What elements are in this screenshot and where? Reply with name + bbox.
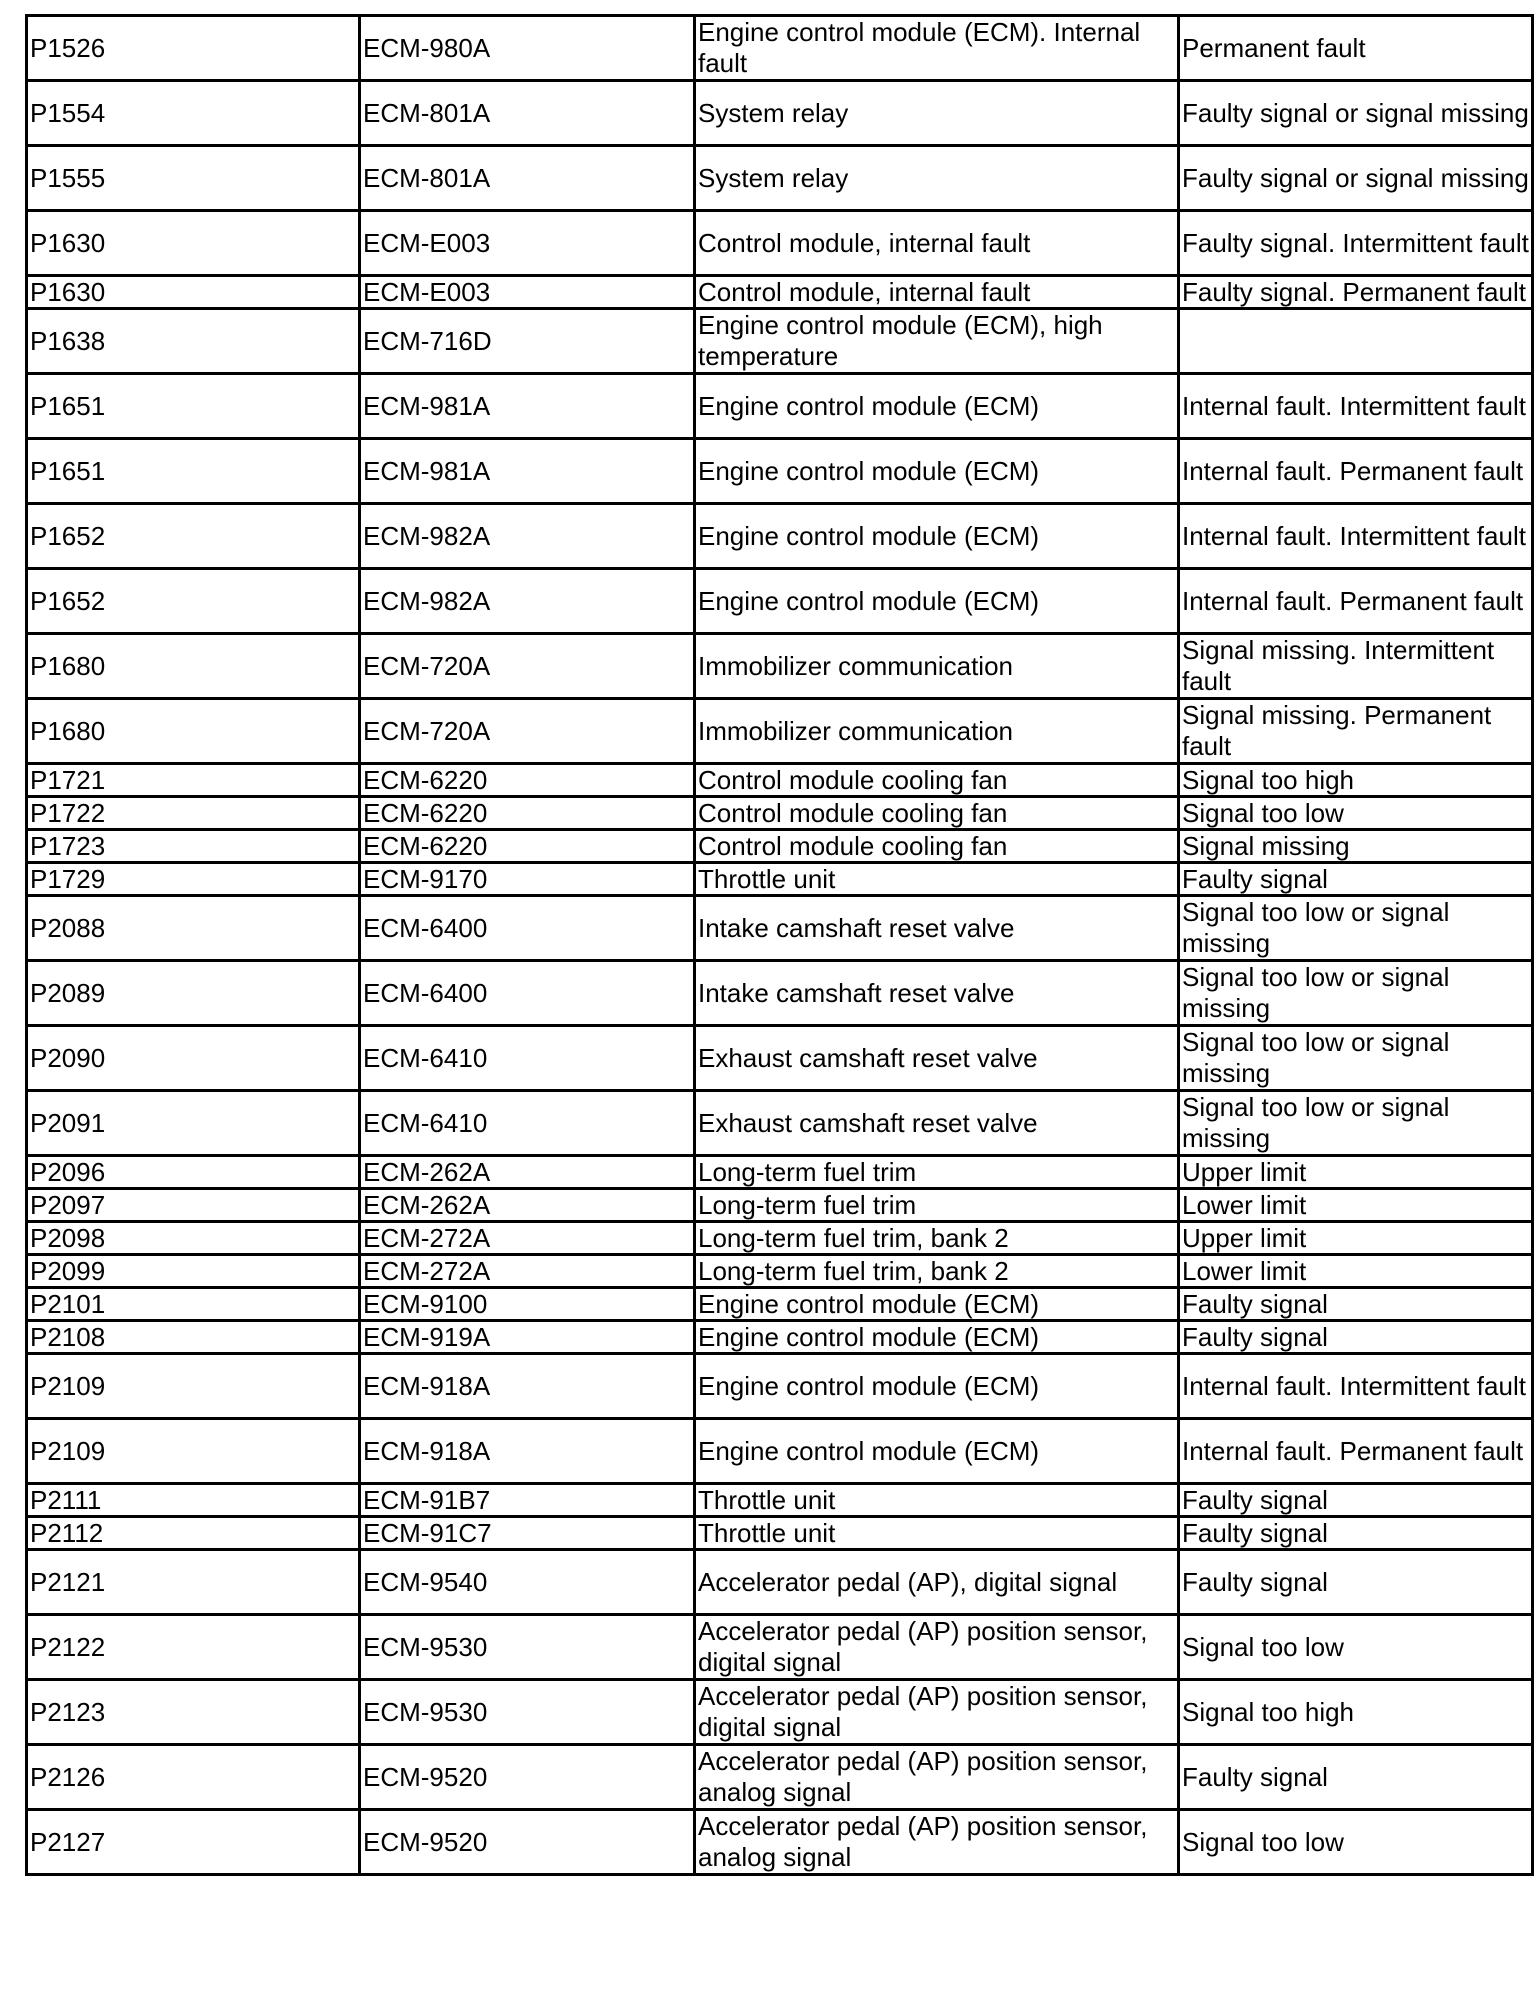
table-row	[27, 1091, 1533, 1156]
table-row	[27, 1288, 1533, 1321]
table-row	[27, 1810, 1533, 1875]
fault-type-cell: Signal too low	[1179, 797, 1533, 830]
table-row	[27, 81, 1533, 146]
table-row	[27, 1615, 1533, 1680]
component-cell: Control module cooling fan	[695, 764, 1179, 797]
fault-type-cell: Signal too high	[1179, 1680, 1533, 1745]
dtc-code-cell: P1721	[27, 764, 360, 797]
ecm-code-cell: ECM-801A	[360, 146, 695, 211]
component-cell: Engine control module (ECM)	[695, 1419, 1179, 1484]
fault-type-cell: Faulty signal	[1179, 1550, 1533, 1615]
table-row	[27, 16, 1533, 81]
fault-type-cell: Signal too high	[1179, 764, 1533, 797]
fault-type-cell: Signal missing. Intermittent fault	[1179, 634, 1533, 699]
table-row	[27, 1255, 1533, 1288]
table-row	[27, 439, 1533, 504]
table-row	[27, 764, 1533, 797]
ecm-code-cell: ECM-9520	[360, 1810, 695, 1875]
component-cell: Control module, internal fault	[695, 276, 1179, 309]
ecm-code-cell: ECM-9520	[360, 1745, 695, 1810]
component-cell: Throttle unit	[695, 863, 1179, 896]
dtc-code-cell: P2122	[27, 1615, 360, 1680]
component-cell: Immobilizer communication	[695, 634, 1179, 699]
fault-type-cell: Lower limit	[1179, 1189, 1533, 1222]
component-cell: Long-term fuel trim, bank 2	[695, 1255, 1179, 1288]
dtc-code-cell: P1652	[27, 504, 360, 569]
dtc-code-cell: P2090	[27, 1026, 360, 1091]
table-row	[27, 276, 1533, 309]
table-row	[27, 1354, 1533, 1419]
ecm-code-cell: ECM-262A	[360, 1189, 695, 1222]
component-cell: Immobilizer communication	[695, 699, 1179, 764]
component-cell: Engine control module (ECM), high temperature	[695, 309, 1179, 374]
fault-type-cell: Faulty signal	[1179, 863, 1533, 896]
dtc-code-cell: P2089	[27, 961, 360, 1026]
fault-type-cell: Faulty signal. Permanent fault	[1179, 276, 1533, 309]
component-cell: Accelerator pedal (AP) position sensor, analog signal	[695, 1745, 1179, 1810]
ecm-code-cell: ECM-6410	[360, 1026, 695, 1091]
dtc-code-cell: P1630	[27, 276, 360, 309]
ecm-code-cell: ECM-6400	[360, 961, 695, 1026]
table-row	[27, 1745, 1533, 1810]
ecm-code-cell: ECM-9530	[360, 1615, 695, 1680]
dtc-code-cell: P2096	[27, 1156, 360, 1189]
fault-type-cell	[1179, 309, 1533, 374]
dtc-table	[25, 14, 1534, 1876]
dtc-code-cell: P1652	[27, 569, 360, 634]
dtc-code-cell: P2121	[27, 1550, 360, 1615]
table-row	[27, 146, 1533, 211]
ecm-code-cell: ECM-982A	[360, 569, 695, 634]
table-row	[27, 309, 1533, 374]
ecm-code-cell: ECM-918A	[360, 1354, 695, 1419]
dtc-table-body	[27, 16, 1533, 1875]
ecm-code-cell: ECM-272A	[360, 1255, 695, 1288]
dtc-code-cell: P2099	[27, 1255, 360, 1288]
component-cell: Accelerator pedal (AP), digital signal	[695, 1550, 1179, 1615]
component-cell: Engine control module (ECM)	[695, 569, 1179, 634]
fault-type-cell: Permanent fault	[1179, 16, 1533, 81]
component-cell: Engine control module (ECM). Internal fault	[695, 16, 1179, 81]
ecm-code-cell: ECM-919A	[360, 1321, 695, 1354]
ecm-code-cell: ECM-262A	[360, 1156, 695, 1189]
fault-type-cell: Internal fault. Intermittent fault	[1179, 504, 1533, 569]
table-row	[27, 1189, 1533, 1222]
component-cell: Accelerator pedal (AP) position sensor, digital signal	[695, 1615, 1179, 1680]
dtc-code-cell: P2109	[27, 1354, 360, 1419]
dtc-code-cell: P1526	[27, 16, 360, 81]
ecm-code-cell: ECM-980A	[360, 16, 695, 81]
table-row	[27, 634, 1533, 699]
component-cell: Long-term fuel trim, bank 2	[695, 1222, 1179, 1255]
ecm-code-cell: ECM-E003	[360, 211, 695, 276]
fault-type-cell: Signal too low or signal missing	[1179, 1091, 1533, 1156]
component-cell: Intake camshaft reset valve	[695, 896, 1179, 961]
ecm-code-cell: ECM-6220	[360, 764, 695, 797]
ecm-code-cell: ECM-9170	[360, 863, 695, 896]
dtc-code-cell: P1723	[27, 830, 360, 863]
dtc-code-cell: P1722	[27, 797, 360, 830]
ecm-code-cell: ECM-720A	[360, 699, 695, 764]
table-row	[27, 1222, 1533, 1255]
fault-type-cell: Faulty signal	[1179, 1288, 1533, 1321]
table-row	[27, 961, 1533, 1026]
fault-type-cell: Faulty signal or signal missing	[1179, 146, 1533, 211]
table-row	[27, 1680, 1533, 1745]
ecm-code-cell: ECM-6410	[360, 1091, 695, 1156]
ecm-code-cell: ECM-9540	[360, 1550, 695, 1615]
component-cell: System relay	[695, 81, 1179, 146]
dtc-code-cell: P2088	[27, 896, 360, 961]
ecm-code-cell: ECM-981A	[360, 374, 695, 439]
fault-type-cell: Signal too low or signal missing	[1179, 961, 1533, 1026]
component-cell: Accelerator pedal (AP) position sensor, analog signal	[695, 1810, 1179, 1875]
ecm-code-cell: ECM-720A	[360, 634, 695, 699]
dtc-code-cell: P2097	[27, 1189, 360, 1222]
fault-type-cell: Signal too low	[1179, 1810, 1533, 1875]
dtc-code-cell: P2112	[27, 1517, 360, 1550]
dtc-code-cell: P1651	[27, 374, 360, 439]
fault-type-cell: Lower limit	[1179, 1255, 1533, 1288]
table-row	[27, 1517, 1533, 1550]
dtc-code-cell: P2123	[27, 1680, 360, 1745]
dtc-code-cell: P2109	[27, 1419, 360, 1484]
dtc-code-cell: P1651	[27, 439, 360, 504]
table-row	[27, 211, 1533, 276]
component-cell: Exhaust camshaft reset valve	[695, 1091, 1179, 1156]
fault-type-cell: Signal too low or signal missing	[1179, 1026, 1533, 1091]
dtc-code-cell: P2126	[27, 1745, 360, 1810]
ecm-code-cell: ECM-272A	[360, 1222, 695, 1255]
ecm-code-cell: ECM-6400	[360, 896, 695, 961]
dtc-code-cell: P2127	[27, 1810, 360, 1875]
fault-type-cell: Internal fault. Permanent fault	[1179, 439, 1533, 504]
ecm-code-cell: ECM-6220	[360, 797, 695, 830]
table-row	[27, 1419, 1533, 1484]
fault-type-cell: Faulty signal	[1179, 1321, 1533, 1354]
table-row	[27, 896, 1533, 961]
dtc-code-cell: P1638	[27, 309, 360, 374]
fault-type-cell: Upper limit	[1179, 1222, 1533, 1255]
fault-type-cell: Faulty signal	[1179, 1484, 1533, 1517]
component-cell: Engine control module (ECM)	[695, 1288, 1179, 1321]
fault-type-cell: Internal fault. Intermittent fault	[1179, 1354, 1533, 1419]
component-cell: Long-term fuel trim	[695, 1156, 1179, 1189]
table-row	[27, 1484, 1533, 1517]
fault-type-cell: Signal missing. Permanent fault	[1179, 699, 1533, 764]
fault-type-cell: Faulty signal or signal missing	[1179, 81, 1533, 146]
fault-type-cell: Internal fault. Permanent fault	[1179, 1419, 1533, 1484]
fault-type-cell: Faulty signal. Intermittent fault	[1179, 211, 1533, 276]
ecm-code-cell: ECM-918A	[360, 1419, 695, 1484]
component-cell: Control module cooling fan	[695, 797, 1179, 830]
dtc-code-cell: P1680	[27, 634, 360, 699]
table-row	[27, 569, 1533, 634]
table-row	[27, 863, 1533, 896]
dtc-code-cell: P2101	[27, 1288, 360, 1321]
table-row	[27, 1026, 1533, 1091]
component-cell: Intake camshaft reset valve	[695, 961, 1179, 1026]
component-cell: Engine control module (ECM)	[695, 1354, 1179, 1419]
component-cell: Engine control module (ECM)	[695, 439, 1179, 504]
fault-type-cell: Internal fault. Permanent fault	[1179, 569, 1533, 634]
component-cell: Exhaust camshaft reset valve	[695, 1026, 1179, 1091]
ecm-code-cell: ECM-801A	[360, 81, 695, 146]
component-cell: Control module cooling fan	[695, 830, 1179, 863]
dtc-code-cell: P2111	[27, 1484, 360, 1517]
dtc-code-cell: P1555	[27, 146, 360, 211]
table-row	[27, 1156, 1533, 1189]
fault-type-cell: Signal too low or signal missing	[1179, 896, 1533, 961]
table-row	[27, 830, 1533, 863]
component-cell: Throttle unit	[695, 1484, 1179, 1517]
component-cell: Accelerator pedal (AP) position sensor, digital signal	[695, 1680, 1179, 1745]
ecm-code-cell: ECM-981A	[360, 439, 695, 504]
component-cell: Long-term fuel trim	[695, 1189, 1179, 1222]
table-row	[27, 374, 1533, 439]
dtc-code-cell: P2098	[27, 1222, 360, 1255]
component-cell: Throttle unit	[695, 1517, 1179, 1550]
fault-type-cell: Signal too low	[1179, 1615, 1533, 1680]
table-row	[27, 504, 1533, 569]
component-cell: Engine control module (ECM)	[695, 504, 1179, 569]
component-cell: System relay	[695, 146, 1179, 211]
ecm-code-cell: ECM-982A	[360, 504, 695, 569]
dtc-code-cell: P1680	[27, 699, 360, 764]
fault-type-cell: Internal fault. Intermittent fault	[1179, 374, 1533, 439]
ecm-code-cell: ECM-716D	[360, 309, 695, 374]
table-row	[27, 699, 1533, 764]
component-cell: Engine control module (ECM)	[695, 374, 1179, 439]
table-row	[27, 1321, 1533, 1354]
dtc-code-cell: P1554	[27, 81, 360, 146]
dtc-code-cell: P2091	[27, 1091, 360, 1156]
dtc-code-cell: P1729	[27, 863, 360, 896]
component-cell: Control module, internal fault	[695, 211, 1179, 276]
ecm-code-cell: ECM-9530	[360, 1680, 695, 1745]
ecm-code-cell: ECM-6220	[360, 830, 695, 863]
fault-type-cell: Faulty signal	[1179, 1517, 1533, 1550]
fault-type-cell: Upper limit	[1179, 1156, 1533, 1189]
ecm-code-cell: ECM-9100	[360, 1288, 695, 1321]
table-row	[27, 1550, 1533, 1615]
ecm-code-cell: ECM-91C7	[360, 1517, 695, 1550]
fault-type-cell: Faulty signal	[1179, 1745, 1533, 1810]
dtc-code-cell: P1630	[27, 211, 360, 276]
dtc-code-cell: P2108	[27, 1321, 360, 1354]
table-row	[27, 797, 1533, 830]
ecm-code-cell: ECM-91B7	[360, 1484, 695, 1517]
fault-type-cell: Signal missing	[1179, 830, 1533, 863]
component-cell: Engine control module (ECM)	[695, 1321, 1179, 1354]
ecm-code-cell: ECM-E003	[360, 276, 695, 309]
